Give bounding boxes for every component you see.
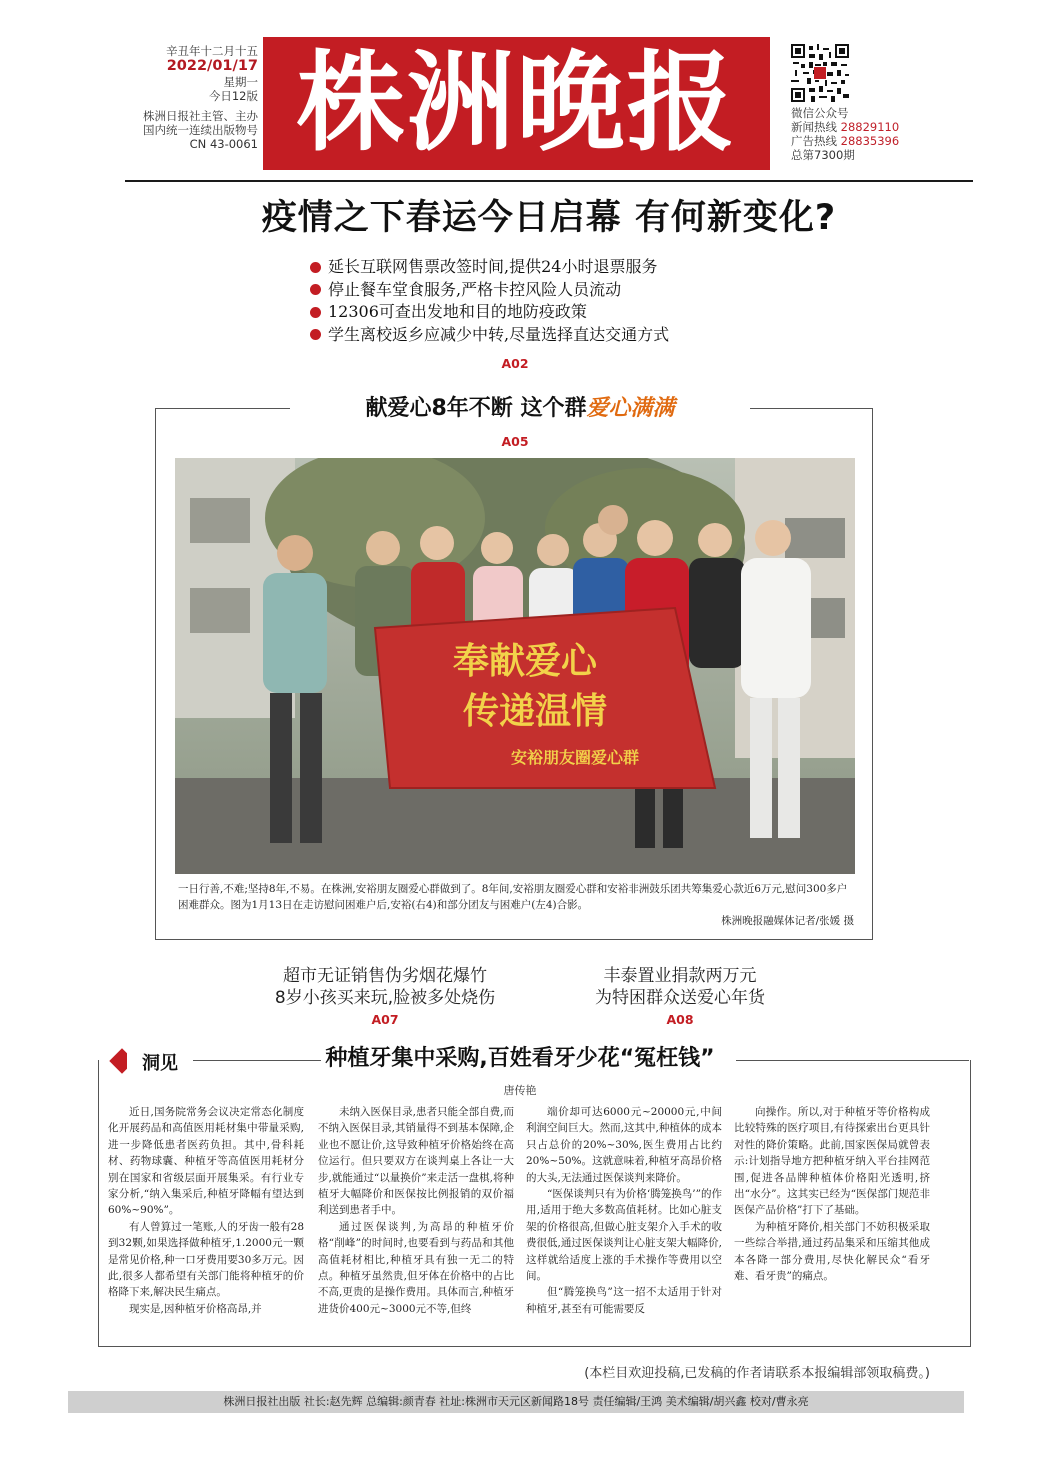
edition-info bbox=[118, 44, 258, 151]
column-paragraph: 有人曾算过一笔账,人的牙齿一般有28到32颗,如果选择做种植牙,1.2000元一颗是常见价格,种一口牙费用要30多万元。因此,很多人都希望有关部门能将种植牙的价格降下来,解决民生痛点。 bbox=[108, 1220, 304, 1299]
column-text-2 bbox=[318, 1104, 514, 1317]
banner-line-1: 奉献爱心 bbox=[452, 640, 598, 682]
publisher-line: 株洲日报社主管、主办 bbox=[143, 109, 258, 123]
photo-credit: 株洲晚报融媒体记者/张媛 摄 bbox=[721, 915, 854, 927]
newspaper-logo: 株洲晚报 bbox=[263, 37, 770, 170]
news-hotline-label: 新闻热线 bbox=[791, 120, 837, 134]
bullet-text: 延长互联网售票改签时间,提供24小时退票服务 bbox=[328, 257, 658, 276]
column-rule-right bbox=[736, 1060, 969, 1061]
bullet-dot-icon bbox=[310, 307, 321, 318]
teaser-a07[interactable] bbox=[250, 965, 520, 1031]
qr-code-icon[interactable] bbox=[791, 44, 849, 102]
masthead-rule bbox=[125, 180, 973, 182]
column-paragraph: 但“腾笼换鸟”这一招不太适用于针对种植牙,甚至有可能需要反 bbox=[526, 1286, 722, 1315]
bullet-text: 停止餐车堂食服务,严格卡控风险人员流动 bbox=[328, 279, 622, 299]
bullet-item bbox=[310, 301, 910, 324]
feature-title-main: 献爱心8年不断 这个群 bbox=[365, 396, 587, 421]
feature-title[interactable] bbox=[290, 392, 750, 426]
bullet-text: 12306可查出发地和目的地防疫政策 bbox=[328, 302, 587, 321]
group-photo bbox=[175, 458, 855, 874]
column-paragraph: 未纳入医保目录,患者只能全部自费,而不纳入医保目录,其销量得不到基本保障,企业也不愿让价,这导致种植牙价格始终在高位运行。但只要双方在谈判桌上各让一大步,就能通过“以量换价”来走活一盘棋,将种植牙大幅降价和医保按比例报销的双价福利送到患者手中。 bbox=[318, 1106, 514, 1217]
lead-headline[interactable]: 疫情之下春运今日启幕 有何新变化? bbox=[261, 198, 837, 238]
column-title[interactable]: 种植牙集中采购,百姓看牙少花“冤枉钱” bbox=[325, 1046, 715, 1071]
column-tag bbox=[105, 1046, 195, 1078]
banner-sign: 安裕朋友圈爱心群 bbox=[510, 748, 640, 767]
ad-hotline-label: 广告热线 bbox=[791, 134, 837, 148]
ad-hotline-number: 28835396 bbox=[840, 134, 900, 148]
contact-info bbox=[791, 106, 971, 162]
column-text-4 bbox=[734, 1104, 930, 1284]
photo-caption bbox=[178, 881, 854, 929]
footer-bar: 株洲日报社出版 社长:赵先辉 总编辑:颜青春 社址:株洲市天元区新闻路18号 责任编辑/王鸿 美术编辑/胡兴鑫 校对/曹永亮 bbox=[68, 1391, 964, 1413]
teaser-line-1: 超市无证销售伪劣烟花爆竹 bbox=[283, 966, 487, 986]
caption-text: 一日行善,不难;坚持8年,不易。在株洲,安裕朋友圈爱心群做到了。8年间,安裕朋友圈爱心群和安裕非洲鼓乐团共筹集爱心款近6万元,慰问300多户困难群众。图为1月13日在走访慰问困难户后,安裕(右4)和部分团友与困难户(左4)合影。 bbox=[178, 883, 848, 911]
contributor-note: (本栏目欢迎投稿,已发稿的作者请联系本报编辑部领取稿费。) bbox=[584, 1366, 930, 1381]
issue-date: 2022/01/17 bbox=[166, 58, 258, 74]
column-text-3 bbox=[526, 1104, 722, 1317]
issue-number: 总第7300期 bbox=[791, 148, 855, 162]
lead-bullets bbox=[310, 256, 910, 346]
ad-hotline bbox=[791, 134, 971, 148]
page-count: 今日12版 bbox=[208, 89, 258, 103]
feature-page-ref[interactable]: A05 bbox=[501, 434, 529, 449]
bullet-item bbox=[310, 324, 910, 347]
column-rule-left bbox=[173, 1060, 321, 1061]
teaser-line-2: 为特困群众送爱心年货 bbox=[595, 988, 765, 1008]
column-paragraph: 通过医保谈判,为高昂的种植牙价格“削峰”的时间时,也要看到与药品和其他高值耗材相比,种植牙具有独一无二的特点。种植牙虽然贵,但牙体在价格中的占比不高,更贵的是操作费用。具体而言,种植牙进货价400元~3000元不等,但终 bbox=[318, 1220, 514, 1315]
teaser-a08[interactable] bbox=[560, 965, 800, 1031]
teaser-page-ref: A08 bbox=[666, 1012, 694, 1027]
cn-label: 国内统一连续出版物号 bbox=[143, 123, 258, 137]
news-hotline bbox=[791, 120, 971, 134]
column-paragraph: 向操作。所以,对于种植牙等价格构成比较特殊的医疗项目,有待探索出台更具针对性的降价策略。此前,国家医保局就曾表示:计划指导地方把种植牙纳入平台挂网范围,促进各品牌种植体价格阳光透明,挤出“水分”。这其实已经为“医保部门规范非医保产品价格”打下了基础。 bbox=[734, 1106, 930, 1217]
bullet-item bbox=[310, 256, 910, 279]
bullet-dot-icon bbox=[310, 262, 321, 273]
lead-page-ref[interactable]: A02 bbox=[501, 356, 529, 371]
bullet-dot-icon bbox=[310, 329, 321, 340]
column-tag-label: 洞见 bbox=[142, 1053, 178, 1074]
teaser-page-ref: A07 bbox=[371, 1012, 399, 1027]
teaser-line-1: 丰泰置业捐款两万元 bbox=[603, 966, 757, 986]
column-paragraph: 端价却可达6000元~20000元,中间利润空间巨大。然而,这其中,种植体的成本只占总价的20%~30%,医生费用占比约20%~50%。这就意味着,种植牙高昂价格的大头,无法通过医保谈判来降价。 bbox=[526, 1106, 722, 1184]
bullet-item bbox=[310, 279, 910, 302]
feature-title-accent: 爱心满满 bbox=[586, 396, 675, 421]
weekday: 星期一 bbox=[223, 75, 258, 89]
column-paragraph: 近日,国务院常务会议决定常态化制度化开展药品和高值医用耗材集中带量采购,进一步降低患者医药负担。其中,骨科耗材、药物球囊、种植牙等高值医用耗材分别在国家和省级层面开展集采。有行业专家分析,“纳入集采后,种植牙降幅有望达到60%~90%”。 bbox=[108, 1106, 304, 1217]
banner-line-2: 传递温情 bbox=[462, 690, 608, 732]
column-author: 唐传艳 bbox=[503, 1084, 537, 1097]
lunar-date: 辛丑年十二月十五 bbox=[166, 44, 258, 58]
wechat-label: 微信公众号 bbox=[791, 106, 849, 120]
teaser-line-2: 8岁小孩买来玩,脸被多处烧伤 bbox=[274, 988, 496, 1008]
column-text-1 bbox=[108, 1104, 304, 1317]
cn-number: CN 43-0061 bbox=[189, 137, 258, 151]
news-hotline-number: 28829110 bbox=[840, 120, 900, 134]
column-paragraph: 为种植牙降价,相关部门不妨积极采取一些综合举措,通过药品集采和压缩其他成本各降一部分费用,尽快化解民众“看牙难、看牙贵”的痛点。 bbox=[734, 1220, 930, 1283]
column-paragraph: 现实是,因种植牙价格高昂,并 bbox=[129, 1302, 262, 1315]
bullet-dot-icon bbox=[310, 284, 321, 295]
column-paragraph: “医保谈判只有为价格‘腾笼换鸟’”的作用,适用于绝大多数高值耗材。比如心脏支架的价格很高,但做心脏支架介入手术的收费很低,通过医保谈判让心脏支架大幅降价,这样就给适度上涨的手术操作等费用以空间。 bbox=[526, 1188, 722, 1283]
bullet-text: 学生离校返乡应减少中转,尽量选择直达交通方式 bbox=[328, 324, 670, 344]
